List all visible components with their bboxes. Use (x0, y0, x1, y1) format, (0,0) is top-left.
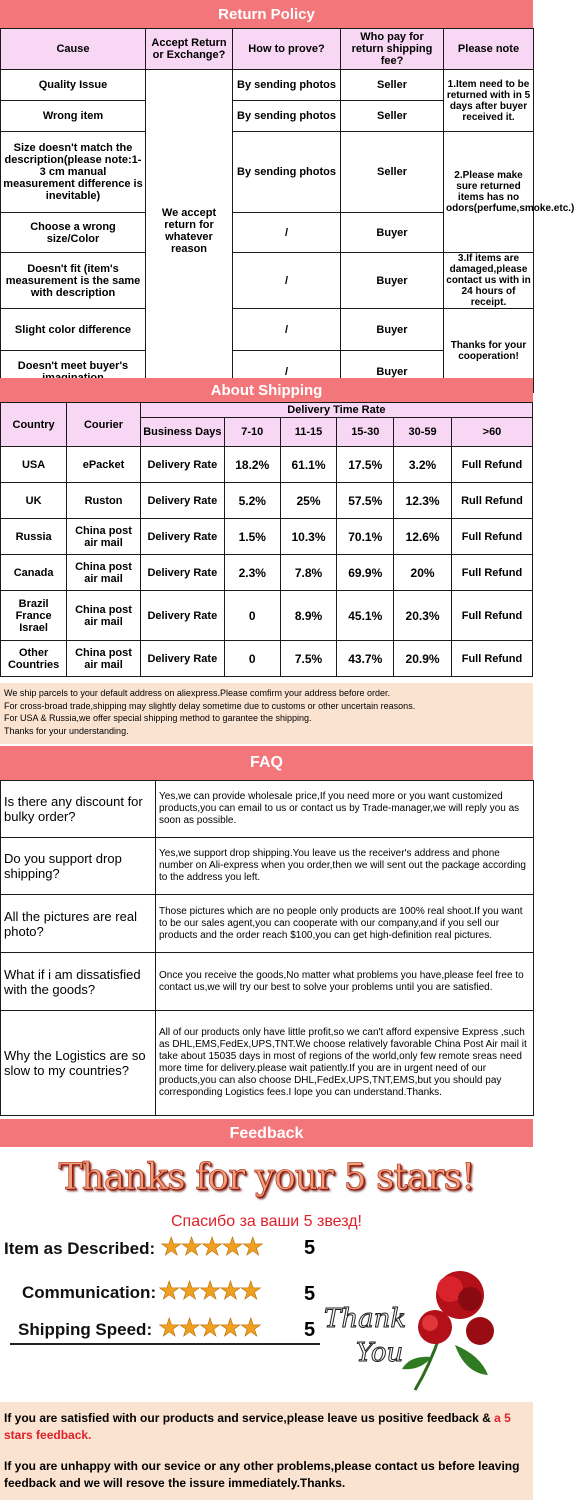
faq-row (1, 953, 534, 1011)
rating-underline (10, 1343, 320, 1345)
header-rate: Delivery Time Rate (140, 403, 532, 418)
rate-cell: 3.2% (394, 447, 452, 483)
faq-question: Why the Logistics are so slow to my countries? (1, 1011, 156, 1116)
return-policy-title: Return Policy (218, 6, 315, 23)
faq-answer: Yes,we support drop shipping.You leave us the receiver's address and phone number on Ali-express when you order,then we will sent out the package according to the address you left. (156, 838, 534, 895)
rate-cell: 20.3% (394, 591, 452, 641)
header-note: Please note (444, 29, 534, 70)
return-policy-table (0, 28, 574, 393)
rating-score: 5 (304, 1319, 316, 1341)
table-row (1, 70, 534, 101)
table-row (1, 591, 533, 641)
rate-cell: 18.2% (224, 447, 280, 483)
rate-cell: Rull Refund (451, 483, 532, 519)
rate-cell: 25% (280, 483, 337, 519)
table-row (1, 641, 533, 677)
table-row (1, 132, 534, 213)
footer-notes (0, 1402, 533, 1500)
faq-question: What if i am dissatisfied with the goods? (1, 953, 156, 1011)
shipping-title: About Shipping (210, 382, 323, 399)
note-cell: 1.Item need to be returned with in 5 days after buyer received it. (444, 70, 534, 132)
rate-cell: 69.9% (337, 555, 394, 591)
faq-row (1, 838, 534, 895)
note-cell: 3.If items are damaged,please contact us with in 24 hours of receipt. (444, 253, 534, 309)
thank-you-rose-icon (320, 1265, 520, 1395)
table-row (1, 483, 533, 519)
table-row (1, 519, 533, 555)
accept-cell: We accept return for whatever reason (146, 70, 233, 393)
payer-cell: Seller (341, 70, 444, 101)
rating-score: 5 (304, 1283, 316, 1305)
table-row (1, 447, 533, 483)
faq-answer: Yes,we can provide wholesale price,If you need more or you want customized products,you can email to us or contact us by Trade-manager,we will reply you as soon as possible. (156, 781, 534, 838)
label-cell: Delivery Rate (140, 591, 224, 641)
rate-cell: 10.3% (280, 519, 337, 555)
rate-cell: 20.9% (394, 641, 452, 677)
country-cell: USA (1, 447, 67, 483)
rate-cell: Full Refund (451, 591, 532, 641)
courier-cell: ePacket (67, 447, 141, 483)
footer-line-positive (4, 1410, 529, 1444)
rate-cell: 7.8% (280, 555, 337, 591)
prove-cell: By sending photos (233, 132, 341, 213)
courier-cell: Ruston (67, 483, 141, 519)
header-days: Business Days (140, 418, 224, 447)
feedback-panel (0, 1147, 533, 1402)
rating-label-communication: Communication: (22, 1283, 157, 1302)
range-cell: 7-10 (224, 418, 280, 447)
faq-row (1, 895, 534, 953)
country-cell: Brazil France Israel (1, 591, 67, 641)
footer-line-contact: If you are unhappy with our sevice or any other problems,please contact us before leaving feedback and we will resove the issure immediately.Thanks. (4, 1459, 520, 1490)
rate-cell: 5.2% (224, 483, 280, 519)
range-cell: 30-59 (394, 418, 452, 447)
faq-title-bar (0, 746, 533, 780)
rate-cell: 12.3% (394, 483, 452, 519)
header-prove: How to prove? (233, 29, 341, 70)
payer-cell: Buyer (341, 309, 444, 351)
payer-cell: Seller (341, 101, 444, 132)
country-cell: Other Countries (1, 641, 67, 677)
table-row (1, 253, 534, 309)
country-cell: Canada (1, 555, 67, 591)
rate-cell: Full Refund (451, 641, 532, 677)
range-cell: >60 (451, 418, 532, 447)
return-policy-header-row (1, 29, 534, 70)
rate-cell: 17.5% (337, 447, 394, 483)
prove-cell: By sending photos (233, 70, 341, 101)
rate-cell: 20% (394, 555, 452, 591)
header-country: Country (1, 403, 67, 447)
rate-cell: 0 (224, 591, 280, 641)
rate-cell: 8.9% (280, 591, 337, 641)
courier-cell: China post air mail (67, 591, 141, 641)
cause-cell: Quality Issue (1, 70, 146, 101)
rate-cell: 43.7% (337, 641, 394, 677)
return-policy-title-bar (0, 0, 533, 28)
cause-cell: Choose a wrong size/Color (1, 213, 146, 253)
rate-cell: Full Refund (451, 555, 532, 591)
prove-cell: By sending photos (233, 101, 341, 132)
rate-cell: 61.1% (280, 447, 337, 483)
feedback-title-bar (0, 1119, 533, 1147)
you-script-text: You (356, 1338, 404, 1368)
label-cell: Delivery Rate (140, 483, 224, 519)
prove-cell: / (233, 309, 341, 351)
rate-cell: Full Refund (451, 519, 532, 555)
prove-cell: / (233, 351, 341, 393)
header-courier: Courier (67, 403, 141, 447)
shipping-note-line: For USA & Russia,we offer special shipping method to garantee the shipping. (4, 713, 312, 723)
faq-table (0, 780, 534, 1116)
country-cell: Russia (1, 519, 67, 555)
shipping-note-line: Thanks for your understanding. (4, 725, 129, 736)
thanks-banner: Thanks for your 5 stars! (58, 1157, 475, 1198)
prove-cell: / (233, 253, 341, 309)
payer-cell: Seller (341, 132, 444, 213)
table-row (1, 555, 533, 591)
rate-cell: 12.6% (394, 519, 452, 555)
rate-cell: 2.3% (224, 555, 280, 591)
shipping-notes (0, 683, 533, 744)
rate-cell: 7.5% (280, 641, 337, 677)
courier-cell: China post air mail (67, 519, 141, 555)
table-row (1, 309, 534, 351)
rate-cell: 0 (224, 641, 280, 677)
faq-answer: All of our products only have little profit,so we can't afford expensive Express ,such as DHL,EMS,FedEx,UPS,TNT.We choose relatively favorable China Post Air mail it take about 15035 days in most of regions of the world,only few remote sreas need more time for delivery.please wait patiently.If you are in urgent need of our products,you can also choose DHL,FedEx,UPS,TNT,EMS,but you should pay corresponding Logistics fees.I lope you can understand.Thanks. (156, 1011, 534, 1116)
range-cell: 11-15 (280, 418, 337, 447)
rating-label-shipping: Shipping Speed: (18, 1320, 153, 1339)
faq-row (1, 781, 534, 838)
faq-row (1, 1011, 534, 1116)
label-cell: Delivery Rate (140, 641, 224, 677)
shipping-header-row (1, 403, 533, 418)
rate-cell: 45.1% (337, 591, 394, 641)
courier-cell: China post air mail (67, 555, 141, 591)
faq-question: Is there any discount for bulky order? (1, 781, 156, 838)
range-cell: 15-30 (337, 418, 394, 447)
faq-answer: Those pictures which are no people only products are 100% real shoot.If you want to be our sales agent,you can cooperate with our company,and if you sell our products and the order reach $100,you can get high-definition real pictures. (156, 895, 534, 953)
faq-question: All the pictures are real photo? (1, 895, 156, 953)
label-cell: Delivery Rate (140, 447, 224, 483)
shipping-note-line: For cross-broad trade,shipping may slightly delay sometime due to customs or other uncertain reasons. (4, 700, 416, 711)
star-rating-icon: ★★★★★ (160, 1233, 263, 1261)
note-cell: 2.Please make sure returned items has no odors(perfume,smoke.etc.) (444, 132, 534, 253)
faq-answer: Once you receive the goods,No matter what problems you have,please feel free to contact us,we will try our best to solve your problems until you are satisfied. (156, 953, 534, 1011)
shipping-title-bar (0, 378, 533, 402)
prove-cell: / (233, 213, 341, 253)
payer-cell: Buyer (341, 213, 444, 253)
russian-thanks: Спасибо за ваши 5 звезд! (171, 1213, 362, 1230)
rating-label-item: Item as Described: (4, 1239, 156, 1258)
footer-text: If you are satisfied with our products and service,please leave us positive feedback & (4, 1411, 491, 1425)
faq-question: Do you support drop shipping? (1, 838, 156, 895)
country-cell: UK (1, 483, 67, 519)
feedback-title: Feedback (229, 1125, 304, 1142)
cause-cell: Doesn't fit (item's measurement is the same with description (1, 253, 146, 309)
header-payer: Who pay for return shipping fee? (341, 29, 444, 70)
star-rating-icon: ★★★★★ (158, 1277, 261, 1305)
rate-cell: 1.5% (224, 519, 280, 555)
rate-cell: 57.5% (337, 483, 394, 519)
label-cell: Delivery Rate (140, 519, 224, 555)
shipping-table (0, 402, 533, 677)
cause-cell: Doesn't meet buyer's (1, 351, 146, 393)
shipping-note-line: We ship parcels to your default address on aliexpress.Please comfirm your address before order. (4, 688, 391, 698)
label-cell: Delivery Rate (140, 555, 224, 591)
header-accept: Accept Return or Exchange? (146, 29, 233, 70)
courier-cell: China post air mail (67, 641, 141, 677)
cause-cell: Size doesn't match the description(please note:1-3 cm manual measurement difference is inevitable) (1, 132, 146, 213)
payer-cell: Buyer (341, 253, 444, 309)
cause-cell: Wrong item (1, 101, 146, 132)
footer-highlight: a 5 stars feedback. (4, 1411, 511, 1442)
payer-cell: Buyer (341, 351, 444, 393)
rate-cell: 70.1% (337, 519, 394, 555)
faq-title: FAQ (250, 754, 283, 771)
rate-cell: Full Refund (451, 447, 532, 483)
cause-cell: Slight color difference (1, 309, 146, 351)
note-cell: Thanks for your cooperation! (444, 309, 534, 393)
header-cause: Cause (1, 29, 146, 70)
rating-score: 5 (304, 1237, 316, 1259)
star-rating-icon: ★★★★★ (158, 1314, 261, 1342)
thank-script-text: Thank (324, 1304, 407, 1334)
